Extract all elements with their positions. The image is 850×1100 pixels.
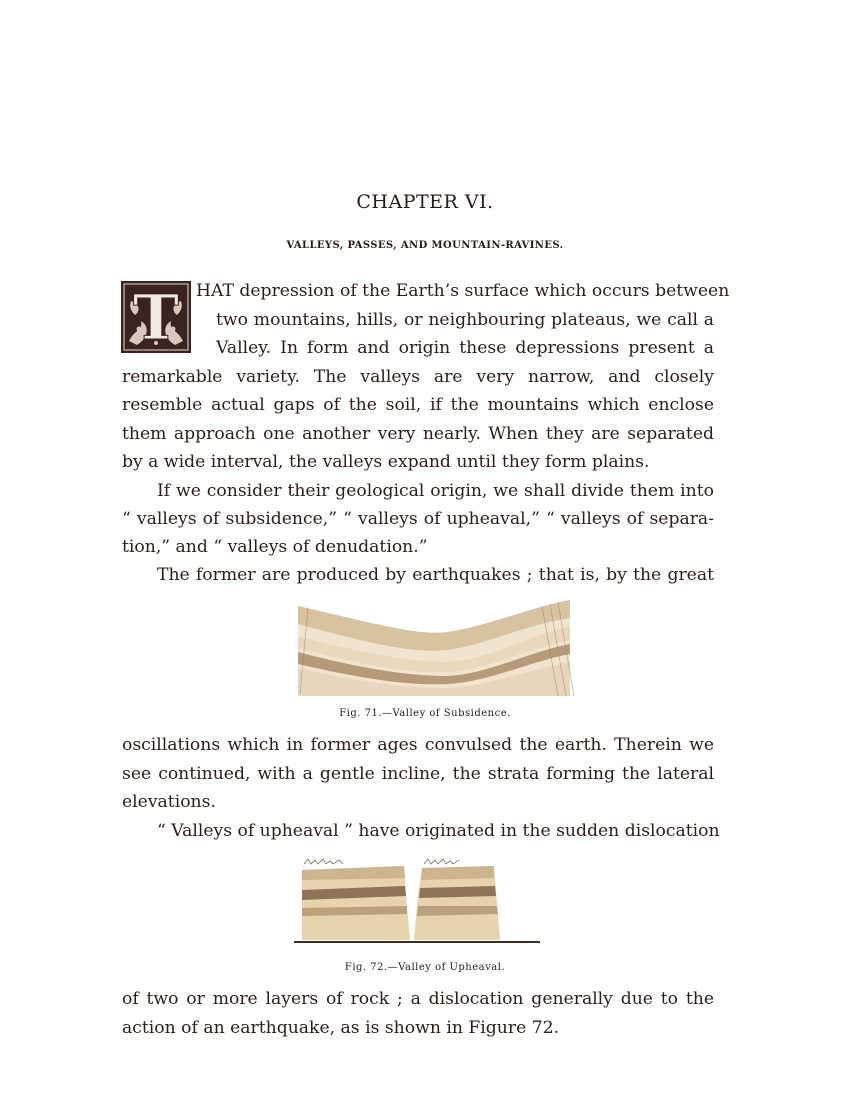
text-line: elevations.	[122, 792, 216, 812]
text-line: oscillations which in former ages convulsed the earth. Therein we	[122, 735, 714, 755]
text-line: remarkable variety. The valleys are very narrow, and closely	[122, 367, 714, 387]
text-line: them approach one another very nearly. When they are separated	[122, 424, 714, 444]
figure-valley-of-upheaval	[294, 856, 540, 948]
text-line: of two or more layers of rock ; a dislocation generally due to the	[122, 989, 714, 1009]
text-line: HAT depression of the Earth’s surface which occurs between	[196, 281, 730, 301]
text-line: “ valleys of subsidence,” “ valleys of upheaval,” “ valleys of separa-	[122, 509, 714, 529]
figure-caption: Fig. 71.—Valley of Subsidence.	[339, 708, 511, 719]
text-line: tion,” and “ valleys of denudation.”	[122, 537, 428, 557]
chapter-title: CHAPTER VI.	[356, 191, 494, 213]
text-line: see continued, with a gentle incline, the strata forming the lateral	[122, 764, 714, 784]
text-line: action of an earthquake, as is shown in Figure 72.	[122, 1018, 560, 1038]
text-line: If we consider their geological origin, we shall divide them into	[157, 481, 714, 501]
text-line: The former are produced by earthquakes ; that is, by the great	[157, 565, 714, 585]
dropcap-letter: T	[132, 281, 180, 353]
figure-valley-of-subsidence	[288, 596, 576, 700]
chapter-subtitle: VALLEYS, PASSES, AND MOUNTAIN-RAVINES.	[286, 240, 564, 251]
text-line: two mountains, hills, or neighbouring plateaus, we call a	[216, 310, 714, 330]
text-line: Valley. In form and origin these depressions present a	[216, 338, 714, 358]
text-line: by a wide interval, the valleys expand until they form plains.	[122, 452, 650, 472]
figure-caption: Fig. 72.—Valley of Upheaval.	[344, 962, 506, 973]
text-line: “ Valleys of upheaval ” have originated in the sudden dislocation	[157, 821, 720, 841]
text-line: resemble actual gaps of the soil, if the mountains which enclose	[122, 395, 714, 415]
dropcap-ornament	[121, 281, 191, 353]
